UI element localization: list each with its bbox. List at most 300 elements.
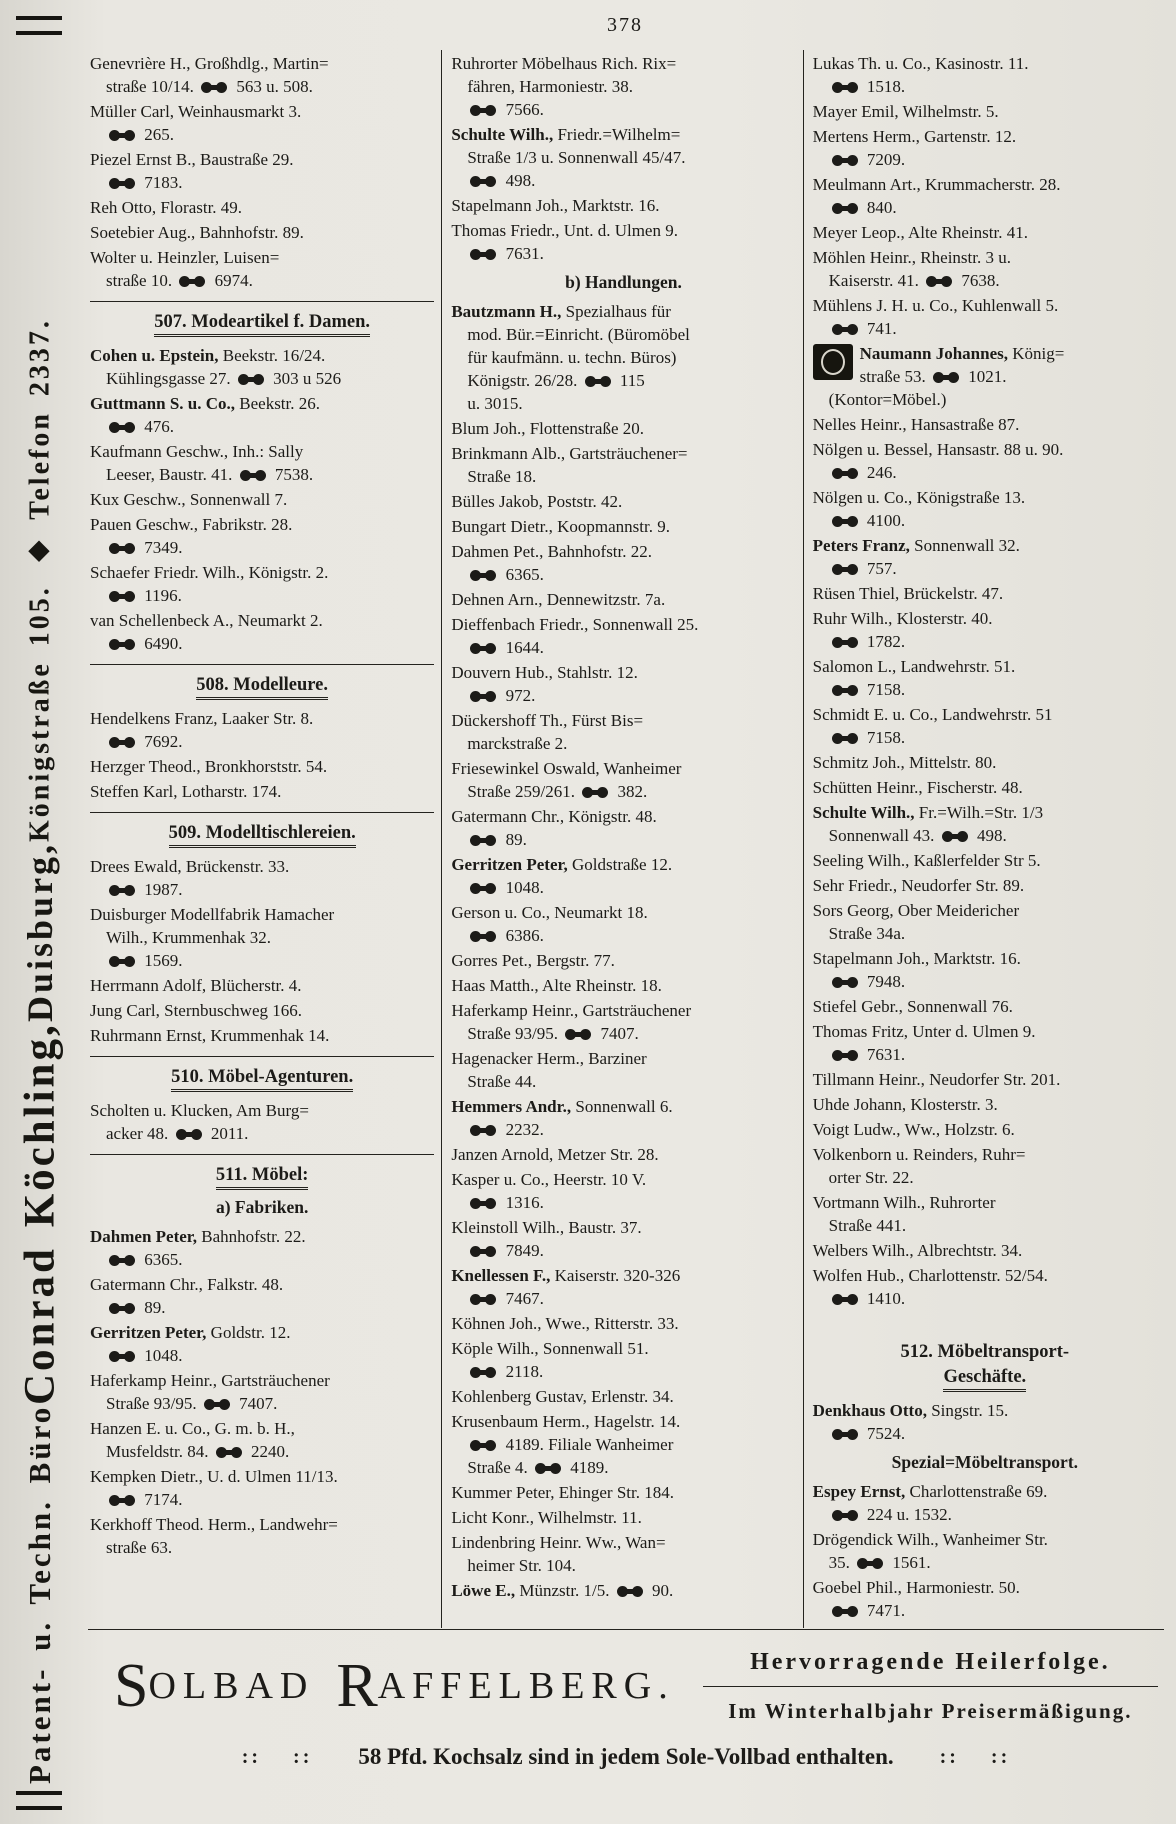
entry-line: Seeling Wilh., Kaßlerfelder Str 5. (812, 851, 1041, 870)
phone-icon (470, 249, 496, 260)
entry-line: Volkenborn u. Reinders, Ruhr= (812, 1145, 1026, 1164)
column (441, 50, 802, 1628)
section-heading (90, 812, 434, 846)
entry-line: 741. (829, 317, 1157, 340)
entry-line: Stapelmann Joh., Marktstr. 16. (812, 949, 1021, 968)
entry-line: 7209. (829, 148, 1157, 171)
phone-icon (179, 276, 205, 287)
directory-entry (90, 1417, 434, 1463)
entry-line: Straße 259/261. 382. (467, 782, 648, 801)
entry-line: 7158. (829, 726, 1157, 749)
entry-line: Ruhrmann Ernst, Krummenhak 14. (90, 1026, 330, 1045)
entry-line: Straße 93/95. 7407. (106, 1394, 278, 1413)
phone-icon (832, 637, 858, 648)
entry-line: Dahmen Peter, Bahnhofstr. 22. (90, 1227, 306, 1246)
entry-line: Drögendick Wilh., Wanheimer Str. (812, 1530, 1048, 1549)
directory-entry (90, 100, 434, 146)
entry-line: marckstraße 2. (467, 734, 568, 753)
directory-entry (451, 1095, 795, 1141)
directory-entry (90, 755, 434, 778)
entry-line: 1048. (467, 876, 795, 899)
phone-icon (109, 956, 135, 967)
directory-entry (813, 221, 1157, 244)
entry-line: 7471. (829, 1599, 1157, 1622)
entry-line: Kux Geschw., Sonnenwall 7. (90, 490, 288, 509)
section-heading (90, 301, 434, 335)
directory-entry (451, 300, 795, 415)
section-heading (90, 664, 434, 698)
entry-line: Gerritzen Peter, Goldstraße 12. (451, 855, 673, 874)
entry-line: orter Str. 22. (828, 1168, 914, 1187)
entry-line: Rüsen Thiel, Brückelstr. 47. (812, 584, 1004, 603)
entry-line: Kaufmann Geschw., Inh.: Sally (90, 442, 304, 461)
entry-line: 7948. (829, 970, 1157, 993)
heading-text: 511. Möbel: (216, 1165, 309, 1190)
entry-line: 89. (106, 1296, 434, 1319)
entry-line: Lukas Th. u. Co., Kasinostr. 11. (812, 54, 1029, 73)
entry-line: straße 10/14. 563 u. 508. (106, 77, 313, 96)
entry-line: Kleinstoll Wilh., Baustr. 37. (451, 1218, 642, 1237)
entry-line: van Schellenbeck A., Neumarkt 2. (90, 611, 323, 630)
phone-icon (832, 685, 858, 696)
entry-line: 1644. (467, 636, 795, 659)
entry-line: Leeser, Baustr. 41. 7538. (106, 465, 314, 484)
phone-icon (832, 155, 858, 166)
phone-icon (470, 1367, 496, 1378)
entry-line: Königstr. 26/28. 115 (467, 371, 645, 390)
entry-line: Salomon L., Landwehrstr. 51. (812, 657, 1016, 676)
entry-line: 4189. Filiale Wanheimer (467, 1433, 795, 1456)
phone-icon (109, 737, 135, 748)
directory-entry (451, 1410, 795, 1479)
entry-line: straße 63. (106, 1538, 173, 1557)
entry-line: Mühlens J. H. u. Co., Kuhlenwall 5. (812, 296, 1059, 315)
entry-line: Haferkamp Heinr., Gartsträuchener (90, 1371, 330, 1390)
entry-line: (Kontor=Möbel.) (828, 390, 947, 409)
entry-line: 6365. (467, 563, 795, 586)
double-rule-icon (16, 16, 62, 35)
entry-name: Hemmers Andr., (451, 1097, 572, 1116)
entry-line: Gatermann Chr., Falkstr. 48. (90, 1275, 284, 1294)
entry-line: Sehr Friedr., Neudorfer Str. 89. (812, 876, 1025, 895)
entry-line: 246. (829, 461, 1157, 484)
entry-line: 7631. (467, 242, 795, 265)
directory-entry (813, 582, 1157, 605)
directory-entry (451, 853, 795, 899)
entry-line: 2232. (467, 1118, 795, 1141)
footer-salt-claim: 58 Pfd. Kochsalz sind in jedem Sole-Vollbad enthalten. (358, 1744, 894, 1769)
entry-line: Straße 93/95. 7407. (467, 1024, 639, 1043)
phone-icon (470, 1246, 496, 1257)
entry-line: Scholten u. Klucken, Am Burg= (90, 1101, 309, 1120)
directory-entry (451, 123, 795, 192)
directory-entry (813, 173, 1157, 219)
phone-icon (470, 835, 496, 846)
directory-entry (90, 344, 434, 390)
heading-line (90, 673, 434, 698)
phone-icon (109, 639, 135, 650)
entry-line: Dahmen Pet., Bahnhofstr. 22. (451, 542, 652, 561)
entry-line: Guttmann S. u. Co., Beekstr. 26. (90, 394, 321, 413)
directory-entry (90, 609, 434, 655)
sidebar-segment-office: Patent- u. Techn. Büro (22, 1404, 57, 1784)
phone-icon (109, 178, 135, 189)
section-heading (90, 1056, 434, 1090)
phone-icon (832, 733, 858, 744)
heading-line (90, 821, 434, 846)
entry-line: Sonnenwall 43. 498. (828, 826, 1007, 845)
entry-line: Kerkhoff Theod. Herm., Landwehr= (90, 1515, 338, 1534)
entry-line: Wolfen Hub., Charlottenstr. 52/54. (812, 1266, 1048, 1285)
entry-line: Straße 18. (467, 467, 537, 486)
entry-line: Mertens Herm., Gartenstr. 12. (812, 127, 1017, 146)
entry-line: Welbers Wilh., Albrechtstr. 34. (812, 1241, 1023, 1260)
entry-line: 35. 1561. (828, 1553, 931, 1572)
entry-line: 7349. (106, 536, 434, 559)
directory-entry (451, 661, 795, 707)
directory-entry (90, 440, 434, 486)
entry-line: Gorres Pet., Bergstr. 77. (451, 951, 615, 970)
entry-name: Espey Ernst, (812, 1482, 906, 1501)
entry-line: Straße 1/3 u. Sonnenwall 45/47. (467, 148, 686, 167)
directory-entry (813, 1093, 1157, 1116)
brand-initial: R (336, 1652, 378, 1720)
phone-icon (832, 564, 858, 575)
directory-entry (90, 1225, 434, 1271)
directory-entry (813, 413, 1157, 436)
sidebar-segment-name: Conrad Köchling, (16, 1021, 64, 1405)
entry-name: Peters Franz, (812, 536, 910, 555)
entry-line: Bülles Jakob, Poststr. 42. (451, 492, 623, 511)
entry-line: 7183. (106, 171, 434, 194)
entry-line: 6365. (106, 1248, 434, 1271)
phone-icon (470, 1294, 496, 1305)
entry-line: Herrmann Adolf, Blücherstr. 4. (90, 976, 302, 995)
phone-icon (470, 643, 496, 654)
entry-line: Thomas Fritz, Unter d. Ulmen 9. (812, 1022, 1036, 1041)
section-heading (90, 1154, 434, 1188)
entry-line: Thomas Friedr., Unt. d. Ulmen 9. (451, 221, 678, 240)
left-ad-sidebar (0, 0, 82, 1824)
entry-name: Gerritzen Peter, (451, 855, 568, 874)
directory-entry (90, 707, 434, 753)
entry-line: 1782. (829, 630, 1157, 653)
entry-line: Douvern Hub., Stahlstr. 12. (451, 663, 638, 682)
phone-icon (109, 1495, 135, 1506)
entry-name: Knellessen F., (451, 1266, 551, 1285)
entry-line: straße 53. 1021. (859, 367, 1007, 386)
entry-line: 2118. (467, 1360, 795, 1383)
heading-text: 512. Möbeltransport- (900, 1342, 1070, 1362)
section-subheading (451, 272, 795, 293)
phone-icon (832, 516, 858, 527)
entry-line: Ruhrorter Möbelhaus Rich. Rix= (451, 54, 677, 73)
phone-icon (535, 1463, 561, 1474)
directory-entry (813, 294, 1157, 340)
directory-entry (90, 196, 434, 219)
directory-entry (451, 1531, 795, 1577)
phone-icon (470, 1440, 496, 1451)
directory-entry (90, 1321, 434, 1367)
directory-entry (451, 588, 795, 611)
subheading-text: a) Fabriken. (215, 1197, 309, 1217)
entry-line: Nölgen u. Bessel, Hansastr. 88 u. 90. (812, 440, 1064, 459)
entry-line: straße 10. 6974. (106, 271, 253, 290)
entry-line: Meulmann Art., Krummacherstr. 28. (812, 175, 1061, 194)
phone-icon (470, 105, 496, 116)
phone-icon (617, 1586, 643, 1597)
entry-line: Janzen Arnold, Metzer Str. 28. (451, 1145, 659, 1164)
directory-entry (451, 1216, 795, 1262)
entry-line: 89. (467, 828, 795, 851)
entry-line: Kummer Peter, Ehinger Str. 184. (451, 1483, 674, 1502)
directory-entry (451, 1481, 795, 1504)
entry-line: 7467. (467, 1287, 795, 1310)
entry-line: 1987. (106, 878, 434, 901)
footer-winter-note: Im Winterhalbjahr Preisermäßigung. (728, 1698, 1133, 1723)
entry-line: Peters Franz, Sonnenwall 32. (812, 536, 1020, 555)
phone-icon (926, 276, 952, 287)
entry-line: Köhnen Joh., Wwe., Ritterstr. 33. (451, 1314, 679, 1333)
phone-icon (565, 1029, 591, 1040)
directory-entry (451, 1579, 795, 1602)
directory-entry (451, 613, 795, 659)
entry-name: Guttmann S. u. Co., (90, 394, 236, 413)
directory-entry (813, 342, 1157, 411)
phone-icon (176, 1129, 202, 1140)
entry-line: Kohlenberg Gustav, Erlenstr. 34. (451, 1387, 674, 1406)
directory-entry (813, 751, 1157, 774)
entry-line: 265. (106, 123, 434, 146)
directory-entry (451, 757, 795, 803)
heading-line (813, 1365, 1157, 1390)
section-subheading (813, 1452, 1157, 1473)
directory-entry (90, 148, 434, 194)
entry-line: 1048. (106, 1344, 434, 1367)
directory-entry (451, 490, 795, 513)
phone-icon (109, 422, 135, 433)
entry-line: Cohen u. Epstein, Beekstr. 16/24. (90, 346, 326, 365)
entry-line: Espey Ernst, Charlottenstraße 69. (812, 1482, 1048, 1501)
directory-entry (813, 246, 1157, 292)
entry-line: Piezel Ernst B., Baustraße 29. (90, 150, 294, 169)
directory-entry (813, 801, 1157, 847)
directory-entry (90, 999, 434, 1022)
directory-entry (813, 995, 1157, 1018)
entry-line: 4100. (829, 509, 1157, 532)
phone-icon (109, 1303, 135, 1314)
entry-line: Wilh., Krummenhak 32. (106, 928, 272, 947)
entry-line: Gerritzen Peter, Goldstr. 12. (90, 1323, 291, 1342)
directory-entry (90, 1369, 434, 1415)
directory-entry (813, 849, 1157, 872)
entry-line: 224 u. 1532. (829, 1503, 1157, 1526)
entry-line: Soetebier Aug., Bahnhofstr. 89. (90, 223, 304, 242)
entry-line: Köple Wilh., Sonnenwall 51. (451, 1339, 649, 1358)
phone-icon (204, 1399, 230, 1410)
entry-line: 476. (106, 415, 434, 438)
entry-line: Stiefel Gebr., Sonnenwall 76. (812, 997, 1013, 1016)
entry-line: Uhde Johann, Klosterstr. 3. (812, 1095, 998, 1114)
directory-entry (813, 1239, 1157, 1262)
entry-name: Gerritzen Peter, (90, 1323, 207, 1342)
directory-entry (90, 1465, 434, 1511)
entry-line: Pauen Geschw., Fabrikstr. 28. (90, 515, 293, 534)
entry-line: 7174. (106, 1488, 434, 1511)
entry-line: Hanzen E. u. Co., G. m. b. H., (90, 1419, 295, 1438)
entry-line: Meyer Leop., Alte Rheinstr. 41. (812, 223, 1028, 242)
entry-line: Nölgen u. Co., Königstraße 13. (812, 488, 1026, 507)
subheading-text: b) Handlungen. (565, 272, 682, 292)
entry-line: 840. (829, 196, 1157, 219)
directory-entry (451, 515, 795, 538)
directory-entry (451, 1264, 795, 1310)
phone-icon (470, 1125, 496, 1136)
directory-columns (88, 50, 1164, 1628)
directory-entry (90, 903, 434, 972)
directory-entry (451, 219, 795, 265)
entry-line: Straße 44. (467, 1072, 537, 1091)
directory-entry (451, 1312, 795, 1335)
entry-line: Kempken Dietr., U. d. Ulmen 11/13. (90, 1467, 338, 1486)
entry-line: Schütten Heinr., Fischerstr. 48. (812, 778, 1023, 797)
phone-icon (857, 1558, 883, 1569)
directory-entry (451, 540, 795, 586)
entry-line: Voigt Ludw., Ww., Holzstr. 6. (812, 1120, 1015, 1139)
entry-line: 972. (467, 684, 795, 707)
directory-entry (451, 194, 795, 217)
directory-entry (813, 1264, 1157, 1310)
phone-icon (109, 591, 135, 602)
entry-line: Goebel Phil., Harmoniestr. 50. (812, 1578, 1020, 1597)
phone-icon (942, 831, 968, 842)
entry-line: für kaufmänn. u. techn. Büros) (467, 348, 677, 367)
phone-icon (832, 1294, 858, 1305)
entry-line: acker 48. 2011. (106, 1124, 249, 1143)
directory-entry (813, 534, 1157, 580)
entry-line: Haas Matth., Alte Rheinstr. 18. (451, 976, 662, 995)
phone-icon (470, 176, 496, 187)
entry-line: Schulte Wilh., Friedr.=Wilhelm= (451, 125, 681, 144)
entry-line: Nelles Heinr., Hansastraße 87. (812, 415, 1020, 434)
directory-entry (90, 1513, 434, 1559)
entry-line: Herzger Theod., Bronkhorststr. 54. (90, 757, 328, 776)
directory-entry (813, 899, 1157, 945)
heading-line (90, 1163, 434, 1188)
entry-line: Möhlen Heinr., Rheinstr. 3 u. (812, 248, 1011, 267)
entry-line: Straße 4. 4189. (467, 1458, 609, 1477)
entry-line: Hendelkens Franz, Laaker Str. 8. (90, 709, 314, 728)
directory-entry (451, 1506, 795, 1529)
directory-entry (90, 1099, 434, 1145)
footer-ad (88, 1629, 1164, 1808)
entry-line: 7158. (829, 678, 1157, 701)
heading-text: Geschäfte. (943, 1367, 1026, 1392)
heading-line (90, 310, 434, 335)
entry-line: Friesewinkel Oswald, Wanheimer (451, 759, 682, 778)
directory-entry (451, 901, 795, 947)
double-rule-icon (16, 1791, 62, 1810)
entry-line: Dehnen Arn., Dennewitzstr. 7a. (451, 590, 666, 609)
phone-icon (832, 203, 858, 214)
entry-line: Musfeldstr. 84. 2240. (106, 1442, 290, 1461)
directory-entry (813, 438, 1157, 484)
directory-entry (813, 874, 1157, 897)
subheading-text: Spezial=Möbeltransport. (891, 1452, 1079, 1472)
entry-line: 1569. (106, 949, 434, 972)
entry-name: Bautzmann H., (451, 302, 562, 321)
heading-text: 509. Modelltischlereien. (169, 823, 356, 848)
phone-icon (832, 1510, 858, 1521)
directory-entry (451, 52, 795, 121)
phone-icon (201, 82, 227, 93)
deco-colons: :: :: (241, 1745, 313, 1768)
directory-entry (451, 805, 795, 851)
directory-entry (90, 1024, 434, 1047)
entry-line: Straße 34a. (828, 924, 906, 943)
entry-line: Löwe E., Münzstr. 1/5. 90. (451, 1581, 674, 1600)
entry-line: Müller Carl, Weinhausmarkt 3. (90, 102, 302, 121)
directory-entry (813, 1528, 1157, 1574)
section-subheading (90, 1197, 434, 1218)
directory-entry (451, 417, 795, 440)
phone-icon (240, 470, 266, 481)
phone-icon (238, 374, 264, 385)
deco-colons: :: :: (939, 1745, 1011, 1768)
entry-name: Schulte Wilh., (812, 803, 915, 822)
entry-line: Wolter u. Heinzler, Luisen= (90, 248, 280, 267)
entry-line: 7631. (829, 1043, 1157, 1066)
directory-entry (813, 1020, 1157, 1066)
directory-entry (813, 947, 1157, 993)
heading-line (813, 1340, 1157, 1365)
entry-line: 498. (467, 169, 795, 192)
footer-ad-top-row (88, 1636, 1164, 1736)
directory-entry (90, 1273, 434, 1319)
directory-entry (90, 855, 434, 901)
entry-line: Kaiserstr. 41. 7638. (828, 271, 1000, 290)
entry-line: fähren, Harmoniestr. 38. (467, 77, 634, 96)
entry-line: Drees Ewald, Brückenstr. 33. (90, 857, 290, 876)
page-number: 378 (607, 14, 643, 36)
column (88, 50, 441, 1628)
entry-line: Schmitz Joh., Mittelstr. 80. (812, 753, 997, 772)
phone-icon (933, 372, 959, 383)
directory-entry (813, 607, 1157, 653)
entry-line: Kasper u. Co., Heerstr. 10 V. (451, 1170, 647, 1189)
phone-icon (470, 691, 496, 702)
directory-entry (90, 52, 434, 98)
phone-icon (470, 570, 496, 581)
entry-name: Denkhaus Otto, (812, 1401, 927, 1420)
entry-line: Denkhaus Otto, Singstr. 15. (812, 1401, 1009, 1420)
entry-line: Duisburger Modellfabrik Hamacher (90, 905, 335, 924)
entry-name: Löwe E., (451, 1581, 516, 1600)
entry-line: 757. (829, 557, 1157, 580)
directory-entry (451, 974, 795, 997)
phone-icon (832, 1606, 858, 1617)
entry-line: Genevrière H., Großhdlg., Martin= (90, 54, 329, 73)
brand-word: OLBAD (148, 1665, 315, 1707)
directory-entry (451, 709, 795, 755)
entry-line: 1196. (106, 584, 434, 607)
directory-entry (451, 999, 795, 1045)
directory-entry (813, 1576, 1157, 1622)
entry-line: Reh Otto, Florastr. 49. (90, 198, 243, 217)
phone-icon (470, 1198, 496, 1209)
entry-name: Schulte Wilh., (451, 125, 554, 144)
phone-icon (585, 376, 611, 387)
